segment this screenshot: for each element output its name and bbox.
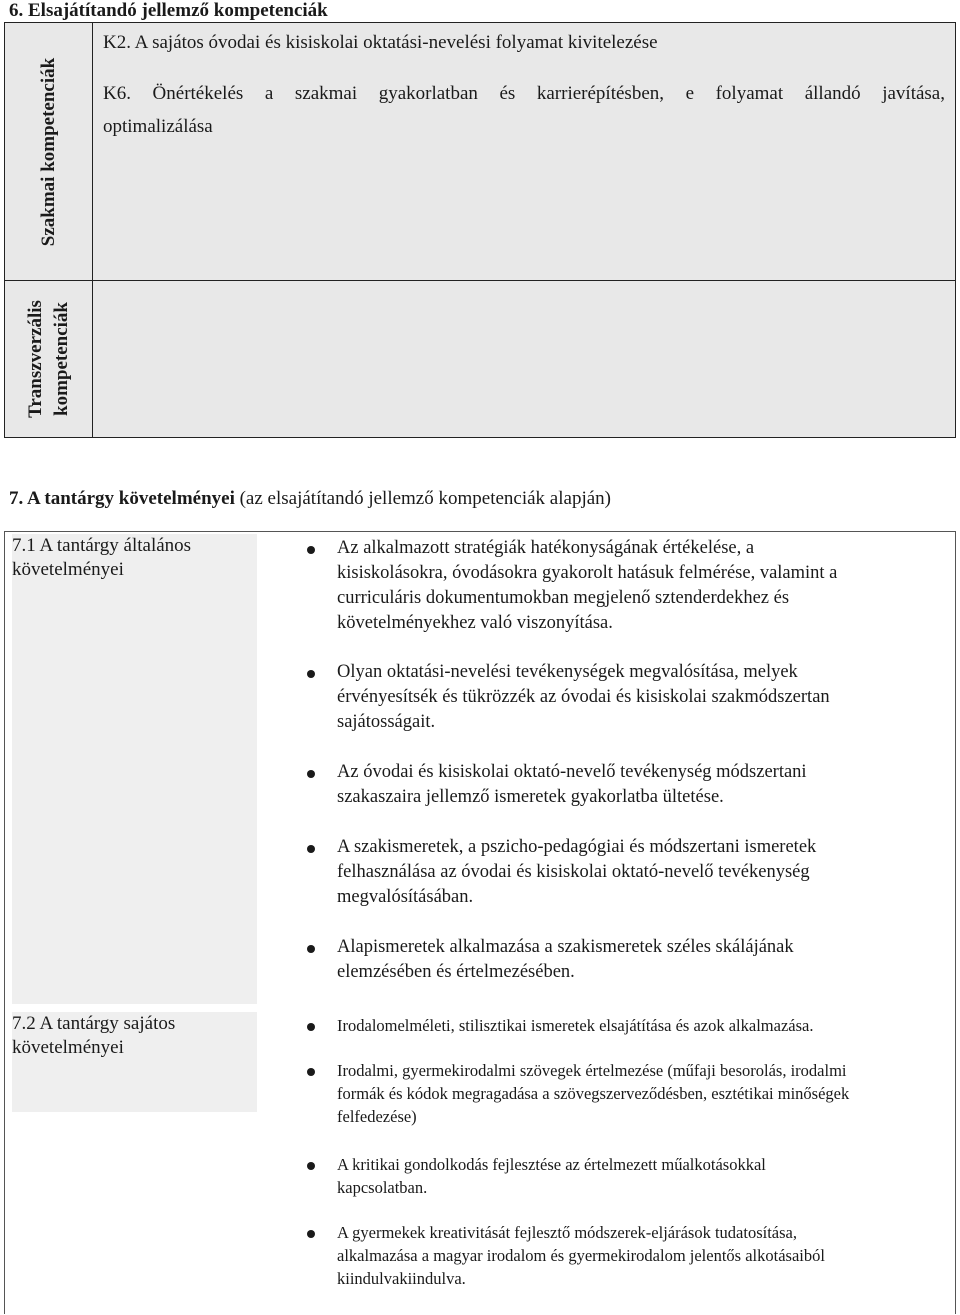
transversal-competencies-content <box>93 281 955 437</box>
specific-label-line2: követelményei <box>12 1037 124 1058</box>
requirement-text: Irodalomelméleti, stilisztikai ismeretek elsajátítása és azok alkalmazása. <box>337 1016 814 1035</box>
specific-requirements-label <box>12 1012 257 1112</box>
bullet-icon <box>307 1068 315 1076</box>
specific-label-line1: 7.2 A tantárgy sajátos <box>12 1013 176 1034</box>
competency-k6-line1: K6. Önértékelés a szakmai gyakorlatban és karrierépítésben, e folyamat állandó javítása, <box>103 83 945 104</box>
requirement-text: Alapismeretek alkalmazása a szakismeretek széles skálájának elemzésében és értelmezésében. <box>337 937 794 982</box>
section-7-title-rest: (az elsajátítandó jellemző kompetenciák alapján) <box>234 488 611 509</box>
bullet-icon <box>307 1162 315 1170</box>
requirement-text: A szakismeretek, a pszicho-pedagógiai és módszertani ismeretek felhasználása az óvodai és kisiskolai oktató-nevelő tevékenység megvalósításában. <box>337 837 817 907</box>
requirement-text: Irodalmi, gyermekirodalmi szövegek értelmezése (műfaji besorolás, irodalmi formák és kódok megragadása a szövegszerveződésben, esztétikai minőségek felfedezése) <box>337 1061 850 1126</box>
transversal-label-line2: kompetenciák <box>50 302 72 416</box>
bullet-icon <box>307 1023 315 1031</box>
competencies-table <box>4 22 956 438</box>
requirements-table <box>4 531 956 1314</box>
requirement-text: Az óvodai és kisiskolai oktató-nevelő tevékenység módszertani szakaszaira jellemző ismeretek gyakorlatba ültetése. <box>337 762 807 807</box>
section-7-title-bold: 7. A tantárgy követelményei <box>9 488 235 509</box>
professional-competencies-row <box>5 23 955 281</box>
bullet-icon <box>307 670 315 678</box>
requirement-text: Olyan oktatási-nevelési tevékenységek megvalósítása, melyek érvényesítsék és tükrözzék az óvodai és kisiskolai szakmódszertan sajátosságait. <box>337 662 830 732</box>
section-7-title <box>9 487 611 511</box>
specific-requirements-row <box>5 1010 955 1315</box>
general-requirements-row <box>5 532 955 1010</box>
professional-competencies-label: Szakmai kompetenciák <box>37 57 59 246</box>
bullet-icon <box>307 770 315 778</box>
professional-competencies-label-cell <box>5 23 93 280</box>
general-requirements-label <box>12 534 257 1004</box>
transversal-competencies-label <box>23 300 75 418</box>
requirement-text: A gyermekek kreativitását fejlesztő módszerek-eljárások tudatosítása, alkalmazása a magyar irodalom és gyermekirodalom jelentős alkotásaiból kiindulvakiindulva. <box>337 1223 825 1288</box>
bullet-icon <box>307 546 315 554</box>
requirement-text: A kritikai gondolkodás fejlesztése az értelmezett műalkotásokkal kapcsolatban. <box>337 1155 766 1197</box>
requirement-text: Az alkalmazott stratégiák hatékonyságának értékelése, a kisiskolásokra, óvodásokra gyakorolt hatásuk felmérése, valamint a curriculáris dokumentumokban megjelenő sztenderdekhez és követelményekhez való viszonyítása. <box>337 538 838 633</box>
bullet-icon <box>307 845 315 853</box>
section-6-title: 6. Elsajátítandó jellemző kompetenciák <box>9 0 328 21</box>
general-label-line1: 7.1 A tantárgy általános <box>12 535 192 556</box>
transversal-label-line1: Transzverzális <box>24 300 46 418</box>
professional-competencies-content <box>93 23 955 280</box>
general-label-line2: követelményei <box>12 559 124 580</box>
competency-k6-line2: optimalizálása <box>103 116 213 137</box>
competency-k2: K2. A sajátos óvodai és kisiskolai oktatási-nevelési folyamat kivitelezése <box>103 32 658 53</box>
transversal-competencies-label-cell <box>5 281 93 437</box>
bullet-icon <box>307 1230 315 1238</box>
bullet-icon <box>307 945 315 953</box>
transversal-competencies-row <box>5 281 955 437</box>
